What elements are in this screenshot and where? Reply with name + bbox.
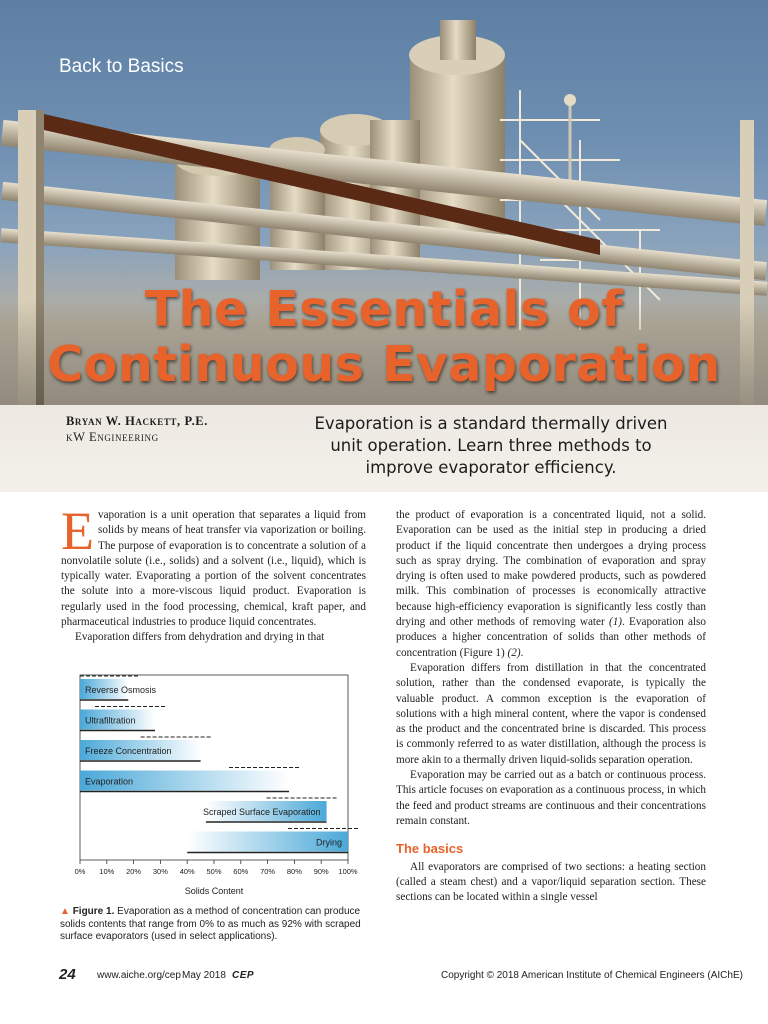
paragraph-basics: All evaporators are comprised of two sections: a heating section (called a steam chest) and a vapor/liquid separation section. These sections can be located within a single vessel xyxy=(396,860,706,904)
chart-bar-label: Ultrafiltration xyxy=(85,715,136,726)
footer-copyright: Copyright © 2018 American Institute of Chemical Engineers (AIChE) xyxy=(441,970,743,981)
paragraph-dehydration: Evaporation differs from dehydration and drying in that xyxy=(75,631,325,644)
chart-x-tick-label: 0% xyxy=(74,867,86,876)
chart-bar-label: Reverse Osmosis xyxy=(85,685,157,695)
chart-x-tick-label: 90% xyxy=(313,867,329,876)
chart-x-tick-label: 60% xyxy=(233,867,249,876)
paragraph-intro xyxy=(61,501,366,630)
page-number: 24 xyxy=(59,966,76,983)
paragraph-product xyxy=(396,508,706,661)
figure-caption xyxy=(60,906,372,944)
section-kicker: Back to Basics xyxy=(59,56,184,77)
footer-magazine-logo: CEP xyxy=(232,970,255,981)
article-title-line-2: Continuous Evaporation xyxy=(47,336,721,393)
section-heading-basics: The basics xyxy=(396,841,464,857)
paragraph-batch-continuous: Evaporation may be carried out as a batch or continuous process. This article focuses on evaporation as a continuous process, in which the feed and product streams are continuous and their concentrations remain constant. xyxy=(396,769,706,827)
chart-bar-scraped-surface-evaporation xyxy=(203,798,337,822)
chart-bar-label: Evaporation xyxy=(85,776,134,787)
chart-bar-evaporation xyxy=(80,768,299,792)
caption-text: Evaporation as a method of concentration can produce solids contents that range from 0% to as much as 92% with scraped surface evaporators (used in select applications). xyxy=(60,906,361,942)
paragraph-product-text-a: the product of evaporation is a concentrated liquid, not a solid. Evaporation can be used as the initial step in producing a dried product if the liquid concentrate then undergoes a drying process such as spray drying. The combination of evaporation and spray drying is often used to make powdered products, such as powdered milk. This combination of processes is economically attractive because high-efficiency evaporation is significantly less costly than drying and other methods of removing water xyxy=(396,509,706,629)
article-title-line-1: The Essentials of xyxy=(144,281,624,338)
drop-cap: E xyxy=(61,501,94,561)
chart-x-tick-label: 80% xyxy=(286,867,302,876)
paragraph-distillation: Evaporation differs from distillation in that the concentrated solution, rather than the condensed evaporate, is typically the valuable product. A common exception is the evaporation of solutions with a high mineral content, where the vapor is condensed as the product and the concentrated brine is discarded. This process is commonly referred to as water distillation, although the process is more akin to a thermally driven liquid-solids separation operation. xyxy=(396,661,706,766)
chart-bar-label: Drying xyxy=(315,837,342,848)
hero-photo xyxy=(0,0,768,405)
chart-bar-ultrafiltration xyxy=(80,707,165,731)
chart-x-tick-label: 30% xyxy=(152,867,168,876)
chart-x-axis-label: Solids Content xyxy=(184,886,244,896)
chart-x-tick-label: 70% xyxy=(260,867,276,876)
chart-x-tick-label: 10% xyxy=(99,867,115,876)
paragraph-product-text-c: . xyxy=(520,646,524,659)
chart-bar-drying xyxy=(187,829,358,853)
right-column xyxy=(396,508,706,905)
chart-x-tick-label: 100% xyxy=(338,867,358,876)
citation-2: (2) xyxy=(507,646,521,659)
caption-marker-icon: ▲ xyxy=(60,906,70,917)
chart-bar-freeze-concentration xyxy=(80,737,211,761)
author-affiliation: kW Engineering xyxy=(66,430,159,444)
chart-x-tick-label: 40% xyxy=(179,867,195,876)
footer-issue-date: May 2018 xyxy=(182,970,226,981)
citation-1: (1) xyxy=(608,616,623,629)
chart-bar-label: Scraped Surface Evaporation xyxy=(202,807,321,817)
author-name: Bryan W. Hackett, P.E. xyxy=(66,414,208,428)
caption-label: Figure 1. xyxy=(72,906,115,917)
chart-x-tick-label: 20% xyxy=(126,867,142,876)
paragraph-product-text-b: . Evaporation also produces a higher concentration of solids than other methods of concentration (Figure 1) xyxy=(396,616,706,659)
chart-x-tick-label: 50% xyxy=(206,867,222,876)
chart-bar-label: Freeze Concentration xyxy=(85,746,172,756)
left-column xyxy=(61,501,366,646)
article-dek: Evaporation is a standard thermally driven unit operation. Learn three methods to improve evaporator efficiency. xyxy=(314,414,668,477)
footer-url-link[interactable]: www.aiche.org/cep xyxy=(97,970,181,981)
solids-content-range-chart xyxy=(60,670,370,905)
paragraph-intro-text: vaporation is a unit operation that separates a liquid from solids by means of heat transfer via vaporization or boiling. The purpose of evaporation is to concentrate a solution of a nonvolatile solute (i.e., solids) and a solvent (i.e., liquid), which is typically water. Evaporating a portion of the solvent concentrates the solute into a more-viscous liquid product. Evaporation is regularly used in the food processing, chemical, kraft paper, and pharmaceutical industries to produce liquid concentrates. xyxy=(61,509,366,629)
figure-1-chart xyxy=(60,670,370,905)
